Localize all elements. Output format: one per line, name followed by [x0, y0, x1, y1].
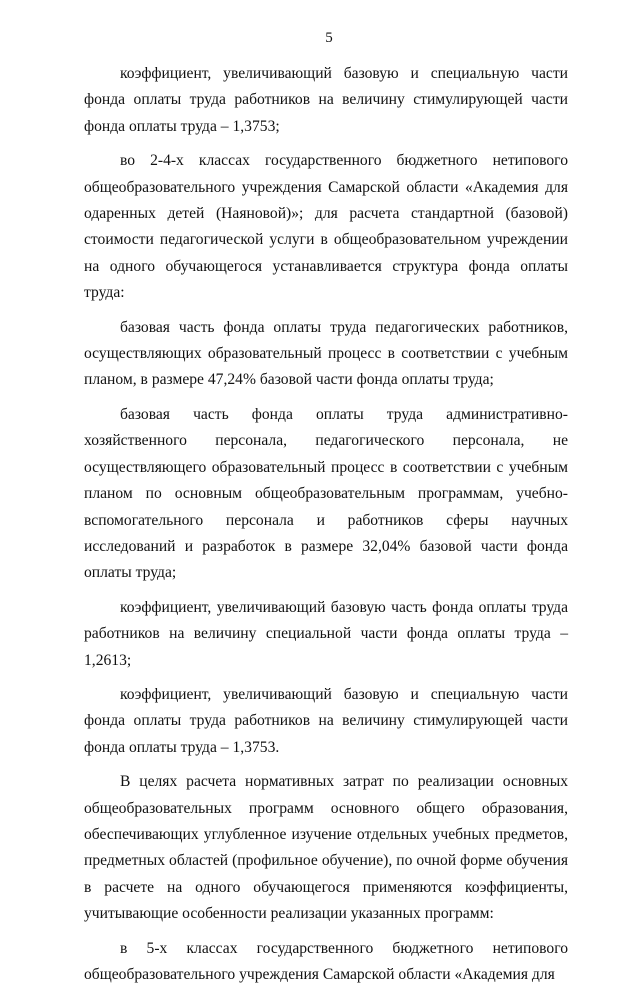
paragraph: В целях расчета нормативных затрат по реализации основных общеобразовательных программ основного общего образования, обеспечивающих углубленное изучение отдельных учебных предметов, предметных областей (профильное обучение), по очной форме обучения в расчете на одного обучающегося применяются коэффициенты, учитывающие особенности реализации указанных программ:: [84, 773, 568, 923]
paragraph: во 2-4-х классах государственного бюджетного нетипового общеобразовательного учреждения Самарской области «Академия для одаренных детей (Наяновой)»; для расчета стандартной (базовой) стоимости педагогической услуги в общеобразовательном учреждении на одного обучающегося устанавливается структура фонда оплаты труда:: [84, 152, 568, 302]
paragraph: базовая часть фонда оплаты труда административно-хозяйственного персонала, педагогического персонала, не осуществляющего образовательный процесс в соответствии с учебным планом по основным общеобразовательным программам, учебно-вспомогательного персонала и работников сферы научных исследований и разработок в размере 32,04% базовой части фонда оплаты труда;: [84, 405, 568, 582]
paragraph: в 5-х классах государственного бюджетного нетипового общеобразовательного учреждения Самарской области «Академия для: [84, 939, 568, 983]
paragraph: базовая часть фонда оплаты труда педагогических работников, осуществляющих образовательный процесс в соответствии с учебным планом, в размере 47,24% базовой части фонда оплаты труда;: [84, 318, 568, 389]
paragraph: коэффициент, увеличивающий базовую и специальную части фонда оплаты труда работников на величину стимулирующей части фонда оплаты труда – 1,3753;: [84, 65, 568, 135]
paragraph: коэффициент, увеличивающий базовую часть фонда оплаты труда работников на величину специальной части фонда оплаты труда – 1,2613;: [84, 598, 568, 669]
document-body: [84, 61, 568, 988]
paragraph: коэффициент, увеличивающий базовую и специальную части фонда оплаты труда работников на величину стимулирующей части фонда оплаты труда – 1,3753.: [84, 685, 568, 756]
page-number: 5: [325, 30, 333, 46]
